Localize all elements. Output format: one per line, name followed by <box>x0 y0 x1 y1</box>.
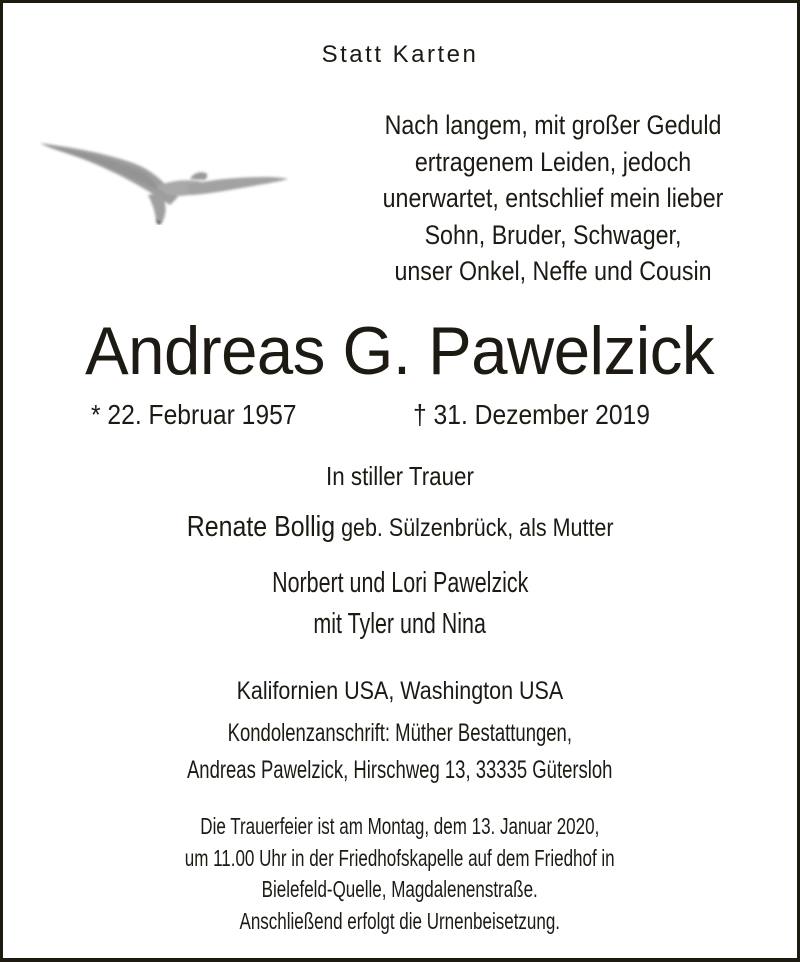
family-line-text: Norbert und Lori Pawelzick <box>271 567 529 599</box>
service-line-text: um 11.00 Uhr in der Friedhofskapelle auf dem Friedhof in <box>185 844 615 871</box>
address-line-text: Andreas Pawelzick, Hirschweg 13, 33335 Gütersloh <box>187 756 613 784</box>
location-text: Kalifornien USA, Washington USA <box>236 677 564 705</box>
mourner-mother <box>3 511 797 544</box>
intro-line: unerwartet, entschlief mein lieber <box>382 183 724 213</box>
birth-date-text: * 22. Februar 1957 <box>91 399 297 430</box>
intro-line: ertragenem Leiden, jedoch <box>414 146 692 177</box>
mourner-mother-line <box>187 511 614 544</box>
service-line-text: Bielefeld-Quelle, Magdalenenstraße. <box>261 876 539 902</box>
mourning-phrase <box>3 461 797 492</box>
intro-text <box>303 107 800 290</box>
family-line-text: mit Tyler und Nina <box>313 608 487 640</box>
family-line <box>59 563 742 604</box>
intro-line: Sohn, Bruder, Schwager, <box>424 219 682 250</box>
family-line <box>59 604 742 645</box>
death-date <box>413 399 682 431</box>
service-line <box>59 874 742 906</box>
deceased-name <box>3 311 797 391</box>
address-line <box>59 715 742 752</box>
birth-date <box>91 399 325 431</box>
service-details <box>3 811 797 937</box>
death-date-text: † 31. Dezember 2019 <box>413 399 650 430</box>
mourning-phrase-text: In stiller Trauer <box>326 461 474 491</box>
seagull-icon <box>38 135 293 225</box>
mourner-location <box>3 677 797 706</box>
deceased-name-text: Andreas G. Pawelzick <box>85 313 715 389</box>
condolence-address <box>3 715 797 789</box>
service-line <box>59 906 742 938</box>
mother-detail: geb. Sülzenbrück, als Mutter <box>334 514 614 542</box>
service-line <box>59 811 742 843</box>
intro-line: Nach langem, mit großer Geduld <box>384 110 722 140</box>
service-line <box>59 843 742 875</box>
intro-line: unser Onkel, Neffe und Cousin <box>394 256 712 286</box>
service-line-text: Anschließend erfolgt die Urnenbeisetzung. <box>239 907 561 934</box>
mother-name: Renate Bollig <box>186 511 335 543</box>
address-line <box>59 752 742 789</box>
address-line-text: Kondolenzanschrift: Müther Bestattungen, <box>227 719 573 747</box>
mourner-family <box>3 563 797 645</box>
service-line-text: Die Trauerfeier ist am Montag, dem 13. Januar 2020, <box>200 813 600 839</box>
header-statt-karten: Statt Karten <box>321 41 479 68</box>
